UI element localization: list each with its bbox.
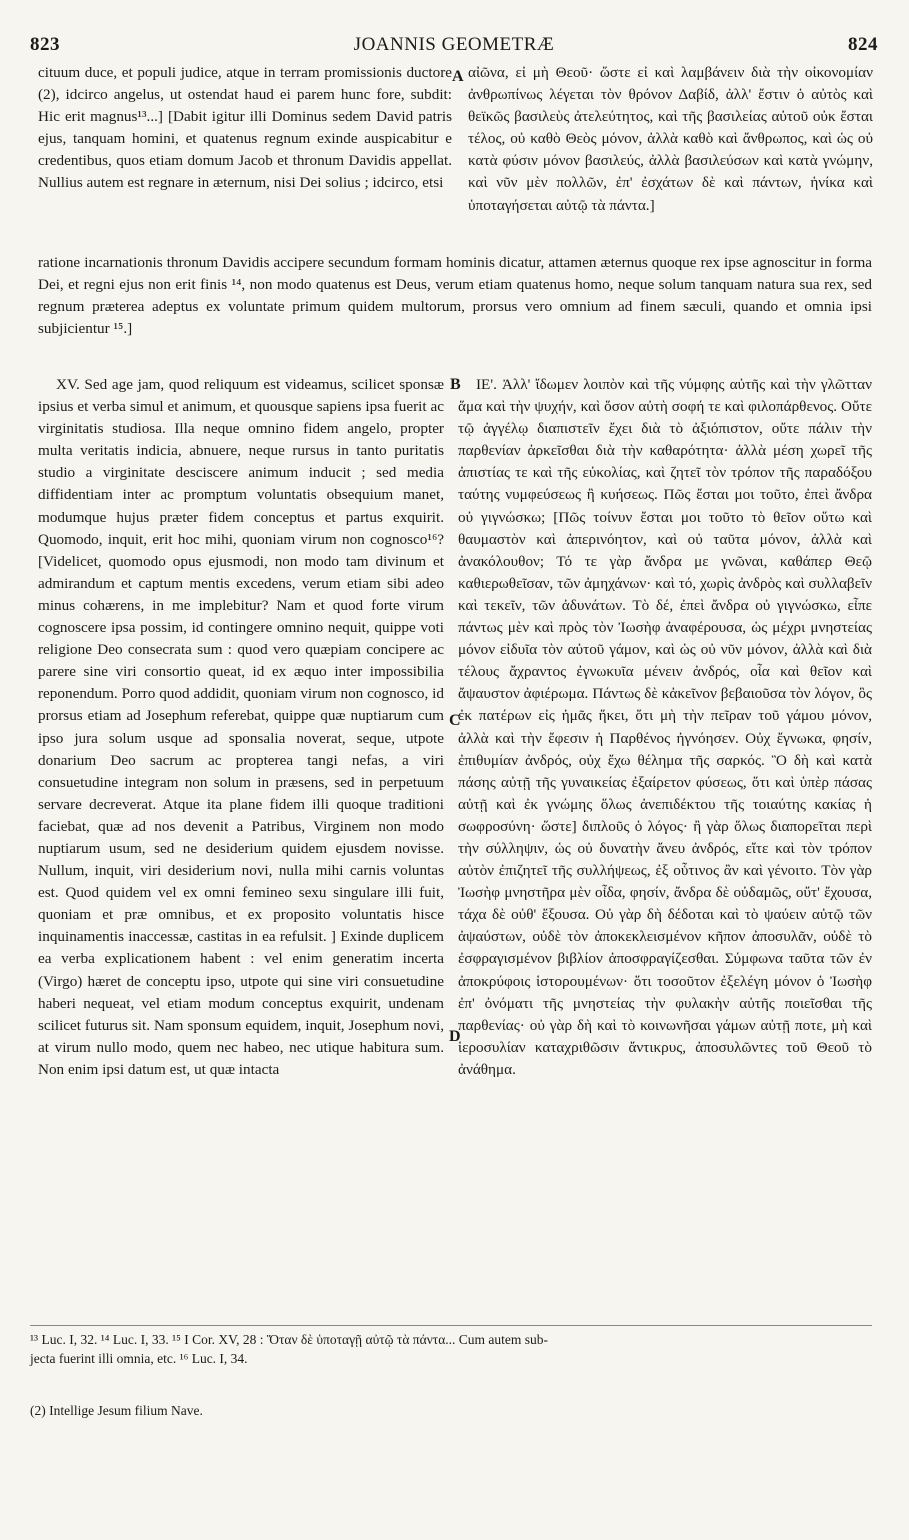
page-number-right: 824 [848, 34, 878, 55]
footnote-rule [30, 1325, 872, 1326]
running-title: JOANNIS GEOMETRÆ [353, 34, 555, 55]
translator-note: (2) Intellige Jesum filium Nave. [30, 1403, 203, 1418]
page-header [30, 34, 878, 58]
greek-column-main [458, 374, 872, 1081]
greek-column-top [468, 62, 873, 217]
latin-column-main [38, 374, 444, 1081]
latin-fullwidth-passage [38, 252, 872, 340]
footnotes [30, 1325, 872, 1368]
column-marker-c: C [449, 712, 461, 729]
page-number-left: 823 [30, 34, 60, 55]
greek-text-main: ΙΕ'. Ἀλλ' ἴδωμεν λοιπὸν καὶ τῆς νύμφης αὐτῆς καὶ τὴν γλῶτταν ἅμα καὶ τὴν ψυχήν, καὶ ὅσον αὐτὴ σοφή τε καὶ φιλοπάρθενος. Οὔτε τῷ ἀγγέλῳ διαπιστεῖν ἔχει διὰ τὸ ἀξιόπιστον, οὔτε πάλιν τὴν παρθενίαν ἀρκεῖσθαι διὰ τὴν καθαρότητα· ἀλλὰ μέση χωρεῖ τῆς ἀπιστίας τε καὶ τῆς εὐκολίας, καὶ ζητεῖ τὸν τρόπον τῆς παραδόξου ταύτης νυμφεύσεως ἢ κυήσεως. Πῶς ἔσται μοι τοῦτο, ἐπεὶ ἄνδρα οὐ γιγνώσκω; [Πῶς τοίνυν ἔσται μοι τοῦτο τὸ θεῖον οὕτω καὶ θαυμαστὸν καὶ ἀπερινόητον, καὶ οὐ ταῦτα μόνον, ἀλλὰ καὶ ἀνακόλουθον; Τό τε γὰρ ἄνδρα με γνῶναι, καθάπερ Θεῷ καθιερωθεῖσαν, τῶν ἀμηχάνων· καὶ τό, χωρὶς ἀνδρὸς καὶ συλλαβεῖν καὶ τεκεῖν, τῶν ἀδυνάτων. Τὸ δέ, ἐπεὶ ἄνδρα οὐ γιγνώσκω, εἶπε πάντως μὲν καὶ πρὸς τὸν Ἰωσὴφ ἀναφέρουσα, ὡς μέχρι μνηστείας μόνον εἰδυῖα τὸν αὐτοῦ γάμον, καὶ ὡς οὐ νῦν μόνον, ἀλλὰ καὶ διὰ τέλους ἄχραντος ἐγνωκυῖα μένειν ἀνδρός, οἷα καὶ θεῖον καὶ ἄψαυστον ἀφιέρωμα. Πάντως δὲ κἀκεῖνον βεβαιοῦσα τὸν λόγον, ὃς ἐκ πατέρων εἰς ἡμᾶς ἥκει, ὅτι μὴ τὴν πεῖραν τοῦ γάμου μόνον, ἀλλὰ καὶ τὴν ἔφεσιν ἡ Παρθένος ἠγνόησεν. Οὐχ ἔγνωκα, φησίν, ἐπιθυμίαν ἀνδρός, οὐχ ἔχω θέλημα τῆς σαρκός. Ὃ δὴ καὶ κατὰ πάσης αὐτῇ τῆς γυναικείας ἐξαίρετον φύσεως, ὅτι καὶ ὑπὲρ πάσας αὐτῇ καὶ ἐκ γνώμης ὅλως ἀνεπιδέκτου τῆς τοιαύτης κακίας ἡ σωφροσύνη· ὥστε] διπλοῦς ὁ λόγος· ἢ γὰρ ὅλως διαπορεῖται περὶ τὴν σύλληψιν, ὡς οὐ δυνατὴν ἄνευ ἀνδρός, εἴτε καὶ τὸν τρόπον αὐτὸν ἐπιζητεῖ τῆς συλλήψεως, ἐξ οὗτινος ἂν καὶ γένοιτο. Τὸν γὰρ Ἰωσὴφ μνηστῆρα μὲν οἶδα, φησίν, ἄνδρα δὲ οὐδαμῶς, οὔτ' ἔχουσα, τάχα δὲ οὐθ' ἕξουσα. Οὐ γὰρ δὴ δέδοται καὶ τὸ ψαύειν αὐτῷ τῶν ἀψαύστων, οὐδὲ τὸν ἀποκεκλεισμένον κῆπον ἀποσυλᾶν, οὐδὲ τὸ ἐσφραγισμένον βιβλίον ἀποσφραγίζεσθαι. Σύμφωνα ταῦτα τῶν ἐν ἀποκρύφοις ἱστορουμένων· ὅτι τοσοῦτον ἐξελέγη μόνον ὁ Ἰωσὴφ ἐπ' ὀνόματι τῆς μνηστείας τὴν φυλακὴν αὐτῆς ποιεῖσθαι τῆς παρθενίας· οὐ γὰρ δὴ καὶ τὸ κοινωνῆσαι γάμων αὐτῇ ποτε, μὴ καὶ ἱεροσυλίαν καταχριθῶσιν ἄντικρυς, ἀποσυλῶντες τοῦ Θεοῦ τὸ ἀνάθημα. [458, 376, 872, 1078]
column-marker-b: B [450, 376, 461, 393]
column-marker-a: A [452, 68, 464, 85]
latin-text-main: XV. Sed age jam, quod reliquum est videamus, scilicet sponsæ ipsius et verba simul et animum, et quousque sapiens ipsa fuerit ac virginitatis studiosa. Illa neque omnino fidem angelo, propter multa veritatis indicia, abnuere, neque rursus in tanto puritatis studio a virginitate desciscere animum inducit ; sed media diffidentiam inter ac promptum voluntatis obsequium manet, modumque hujus præter fidem conceptus et partus exquirit. Quomodo, inquit, erit hoc mihi, quoniam virum non cognosco¹⁶? [Videlicet, quomodo opus ejusmodi, non modo tam divinum et admirandum et captum mentis excedens, verum etiam sibi adeo minus cohærens, in me implebitur? Nam et quod forte virum cognoscere ipsa possim, id contingere omnino nequit, quippe voti religione Deo consecrata sum : quod vero quæpiam concipere ac parere sine viri consortio queat, id ex æquo inter impossibilia reponendum. Porro quod addidit, quoniam virum non cognosco, id prorsus etiam ad Josephum referebat, quippe quæ nuptiarum cum ipso jura solum usque ad sponsalia noverat, seque, utpote donarium Deo sacrum ac propterea tangi nefas, a viri consuetudine integram non solum in præsens, sed in perpetuum servare decreverat. Atque ita plane fidem illi quoque traditioni faciebat, quæ ad nos devenit a Patribus, Virginem non modo nuptiarum usum, sed ne desiderium quidem ejusdem novisse. Nullum, inquit, viri desiderium novi, nulla mihi carnis voluntas est. Quod quidem vel ex omni femineo sexu singulare illi fuit, quoniam et præ omnibus, et ex proposito voluntatis hisce inquinamentis inaccessæ, castitas in ea refulsit. ] Exinde duplicem ea verba explicationem habent : vel enim generatim incerta (Virgo) hæret de conceptu ipso, utpote qui sine viri consuetudine haberi nequeat, vel etiam modum conceptus exquirit, undenam scilicet futurus sit. Nam sponsum equidem, inquit, Josephum novi, at virum nullo modo, quem nec habeo, nec utique habitura sum. Non enim ipsi datum est, ut quæ intacta [38, 376, 444, 1078]
latin-column-top [38, 62, 452, 195]
footnote-line-2: jecta fuerint illi omnia, etc. ¹⁶ Luc. I, 34. [30, 1351, 248, 1366]
latin-text-full: ratione incarnationis thronum Davidis accipere secundum formam hominis dicatur, attamen æternus quoque rex ipse agnoscitur in forma Dei, et regni ejus non erit finis ¹⁴, non modo quatenus est Deus, verum etiam quatenus homo, neque solum tanquam natura sua rex, sed regnum præterea adeptus ex voluntate primum quidem multorum, prorsus vero omnium ad finem sæculi, quando et omnia ipsi subjicientur ¹⁵.] [38, 254, 872, 338]
column-marker-d: D [449, 1028, 461, 1045]
footnote-line-1: ¹³ Luc. I, 32. ¹⁴ Luc. I, 33. ¹⁵ I Cor. XV, 28 : Ὅταν δὲ ὑποταγῇ αὐτῷ τὰ πάντα... Cum autem sub- [30, 1332, 549, 1347]
latin-text-top: cituum duce, et populi judice, atque in terram promissionis ductore (2), idcirco angelus, ut ostendat haud ei parem hunc fore, subdit: Hic erit magnus¹³...] [Dabit igitur illi Dominus sedem David patris ejus, tanquam homini, et quatenus regnum exinde auspicabitur e credentibus, quos etiam domum Jacob et thronum Davidis appellat. Nullius autem est regnare in æternum, nisi Dei solius ; idcirco, etsi [38, 64, 452, 192]
greek-text-top: αἰῶνα, εἰ μὴ Θεοῦ· ὥστε εἰ καὶ λαμβάνειν διὰ τὴν οἰκονομίαν ἀνθρωπίνως λέγεται τὸν θρόνον Δαβίδ, ἀλλ' ἔστιν ὁ αὐτὸς καὶ θεϊκῶς βασιλεὺς ἀτελεύτητος, καὶ τῆς βασιλείας αὐτοῦ οὐκ ἔσται τέλος, οὐ καθὸ Θεὸς μόνον, ἀλλὰ καθὸ καὶ ἄνθρωπος, καὶ ὡς οὐ κατὰ φύσιν μόνον βασιλεύς, ἀλλὰ βασιλεύσων καὶ κατὰ γνώμην, καὶ νῦν μὲν πολλῶν, ἐπ' ἐσχάτων δὲ καὶ πάντων, ἡνίκα καὶ ὑποταγήσεται αὐτῷ τὰ πάντα.] [468, 64, 873, 214]
